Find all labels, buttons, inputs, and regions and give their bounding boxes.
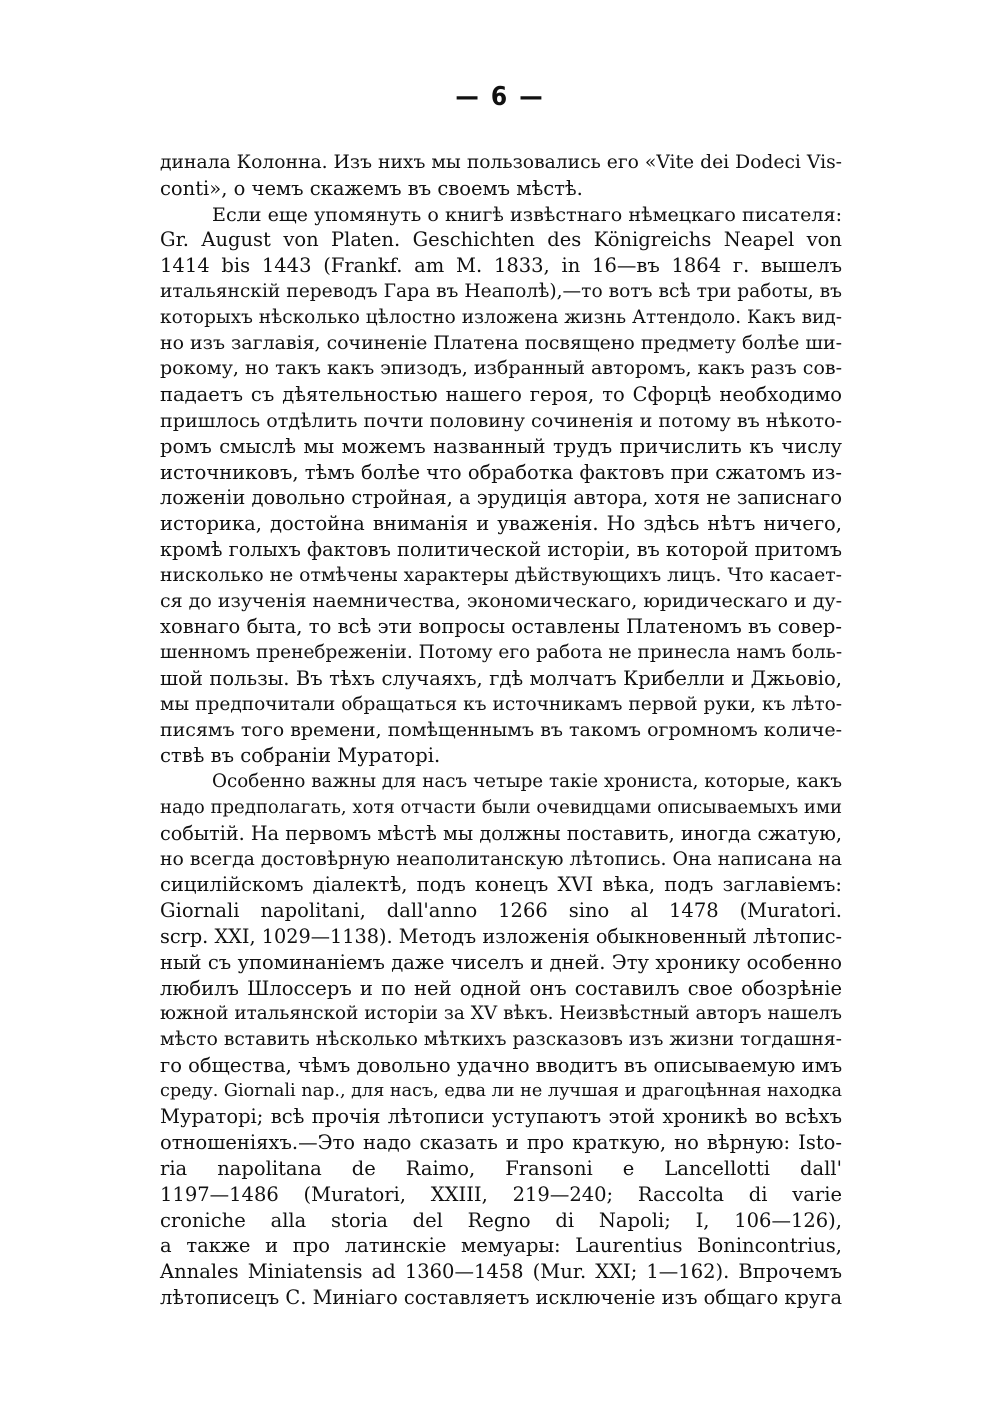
text-line: ромъ смыслѣ мы можемъ названный трудъ причислить къ числу xyxy=(160,434,842,458)
text-line: сицилійскомъ діалектѣ, подъ конецъ XVI вѣка, подъ заглавіемъ: xyxy=(160,873,842,897)
text-line: scrp. XXI, 1029—1138). Методъ изложенія обыкновенный лѣтопис- xyxy=(160,924,842,948)
text-line: 1414 bis 1443 (Frankf. am M. 1833, in 16—въ 1864 г. вышелъ xyxy=(160,254,842,278)
text-line: но всегда достовѣрную неаполитанскую лѣтопись. Она написана на xyxy=(160,848,842,870)
text-line: которыхъ нѣсколько цѣлостно изложена жизнь Аттендоло. Какъ вид- xyxy=(160,306,842,328)
text-line: южной итальянской исторіи за XV вѣкъ. Неизвѣстный авторъ нашелъ xyxy=(160,1003,842,1025)
text-line: мѣсто вставить нѣсколько мѣткихъ разсказовъ изъ жизни тогдашня- xyxy=(160,1029,842,1051)
text-line: ria napolitana de Raimo, Fransoni e Lancellotti dall' xyxy=(160,1157,842,1181)
text-line: писямъ того времени, помѣщеннымъ въ такомъ огромномъ количе- xyxy=(160,718,842,741)
text-line: падаетъ съ дѣятельностью нашего героя, то Сфорцѣ необходимо xyxy=(160,383,842,407)
text-line: мы предпочитали обращаться къ источникамъ первой руки, къ лѣто- xyxy=(160,693,842,715)
text-line: Annales Miniatensis ad 1360—1458 (Mur. XXI; 1—162). Впрочемъ xyxy=(160,1260,842,1284)
text-line: 1197—1486 (Muratori, XXIII, 219—240; Raccolta di varie xyxy=(160,1182,842,1206)
text-line: отношеніяхъ.—Это надо сказать и про краткую, но вѣрную: Isto- xyxy=(160,1131,842,1155)
text-line: историка, достойна вниманія и уваженія. Но здѣсь нѣтъ ничего, xyxy=(160,512,842,536)
text-line: шой пользы. Въ тѣхъ случаяхъ, гдѣ молчатъ Крибелли и Джьовіо, xyxy=(160,666,842,690)
text-line: любилъ Шлоссеръ и по ней одной онъ составилъ свое обозрѣніе xyxy=(160,976,842,1000)
text-line: но изъ заглавія, сочиненіе Платена посвящено предмету болѣе ши- xyxy=(160,331,842,354)
text-line: го общества, чѣмъ довольно удачно вводитъ въ описываемую имъ xyxy=(160,1053,843,1077)
text-line: croniche alla storia del Regno di Napoli; I, 106—126), xyxy=(160,1208,842,1232)
text-line: а также и про латинскіе мемуары: Laurentius Bonincontrius, xyxy=(160,1234,842,1258)
text-line: пришлось отдѣлить почти половину сочиненія и потому въ нѣкото- xyxy=(160,408,842,432)
text-line: рокому, но такъ какъ эпизодъ, избранный авторомъ, какъ разъ сов- xyxy=(160,357,842,380)
text-line: ный съ упоминаніемъ даже чиселъ и дней. Эту хронику особенно xyxy=(160,950,842,974)
page-number: — 6 — xyxy=(455,82,545,112)
text-line: шенномъ пренебреженіи. Потому его работа не принесла намъ боль- xyxy=(160,642,843,664)
text-line: Особенно важны для насъ четыре такіе хрониста, которые, какъ xyxy=(212,771,842,793)
text-line: нисколько не отмѣчены характеры дѣйствующихъ лицъ. Что касает- xyxy=(160,564,842,586)
text-line: ховнаго быта, то всѣ эти вопросы оставлены Платеномъ въ совер- xyxy=(160,615,842,639)
text-line: Мураторі; всѣ прочія лѣтописи уступаютъ этой хроникѣ во всѣхъ xyxy=(160,1105,842,1129)
text-line: надо предполагать, хотя отчасти были очевидцами описываемыхъ ими xyxy=(160,796,842,818)
text-line: ся до изученія наемничества, экономическаго, юридическаго и ду- xyxy=(160,589,842,612)
text-line: conti», о чемъ скажемъ въ своемъ мѣстѣ. xyxy=(160,176,583,200)
text-line: лѣтописецъ С. Миніаго составляетъ исключеніе изъ общаго круга xyxy=(160,1286,842,1310)
text-line: ложеніи довольно стройная, а эрудиція автора, хотя не записнаго xyxy=(160,486,842,510)
text-line: Gr. August von Platen. Geschichten des Königreichs Neapel von xyxy=(160,228,842,252)
text-line: Giornali napolitani, dall'anno 1266 sino al 1478 (Muratori. xyxy=(160,899,842,923)
text-line: итальянскій переводъ Гара въ Неаполѣ),—то вотъ всѣ три работы, въ xyxy=(160,280,842,302)
text-line: динала Колонна. Изъ нихъ мы пользовались его «Vite dei Dodeci Vis- xyxy=(160,152,842,173)
text-body xyxy=(160,150,842,1311)
text-line: источниковъ, тѣмъ болѣе что обработка фактовъ при сжатомъ из- xyxy=(160,460,842,484)
text-line: ствѣ въ собраніи Мураторі. xyxy=(160,744,441,768)
text-line: Если еще упомянуть о книгѣ извѣстнаго нѣмецкаго писателя: xyxy=(212,202,842,226)
text-line: среду. Giornali nap., для насъ, едва ли не лучшая и драгоцѣнная находка xyxy=(160,1080,842,1101)
text-line: кромѣ голыхъ фактовъ политической исторіи, въ которой притомъ xyxy=(160,537,842,561)
text-line: событій. На первомъ мѣстѣ мы должны поставить, иногда сжатую, xyxy=(160,821,842,845)
